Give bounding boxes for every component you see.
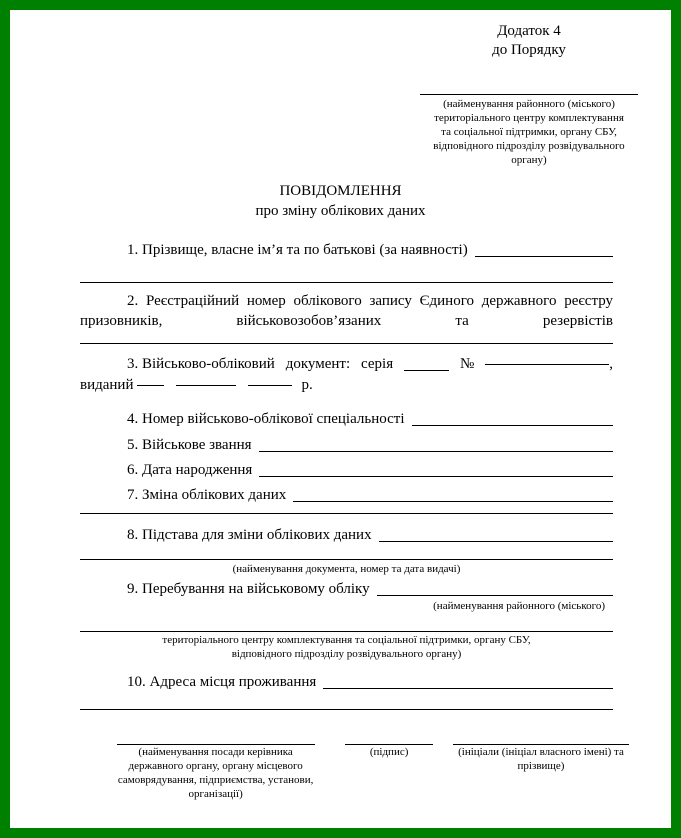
- item-5-label: 5. Військове звання: [127, 437, 252, 453]
- item-9-caption: (найменування районного (міського): [433, 600, 605, 612]
- item-3-word: 3. Військово-обліковий: [127, 356, 275, 372]
- item-8-blank-line[interactable]: [379, 541, 613, 542]
- item-3-issued-label: виданий: [80, 377, 134, 393]
- item-9-label: 9. Перебування на військовому обліку: [127, 581, 370, 597]
- signature-block: [90, 744, 629, 801]
- item-8-caption: (найменування документа, номер та дата видачі): [232, 563, 461, 575]
- item-3-number-group: [485, 354, 613, 374]
- item-10-blank-line[interactable]: [323, 688, 613, 689]
- signature-col-name: [453, 744, 629, 801]
- item-3-word: №: [459, 356, 475, 372]
- item-2-blank-line[interactable]: [80, 343, 613, 344]
- signature-col-signature: [343, 744, 435, 801]
- item-3-year-suffix: р.: [301, 377, 313, 393]
- item-8-label: 8. Підстава для зміни облікових даних: [127, 527, 372, 543]
- item-3-series-blank[interactable]: [404, 370, 449, 371]
- item-2-word: військовозобов’язаних: [236, 313, 382, 329]
- item-2-word: резервістів: [542, 313, 613, 329]
- item-7-label: 7. Зміна облікових даних: [127, 487, 287, 503]
- signature-official-caption-line: (найменування посади керівника: [138, 746, 293, 758]
- item-6: [80, 461, 613, 480]
- item-5: [80, 436, 613, 455]
- item-5-blank-line[interactable]: [259, 451, 613, 452]
- signature-name-caption-line: (ініціали (ініціал власного імені) та: [458, 746, 624, 758]
- signature-sign-caption: (підпис): [369, 746, 409, 758]
- annex-header: [393, 22, 665, 60]
- recipient-caption-line: та соціальної підтримки, органу СБУ,: [441, 126, 617, 138]
- recipient-blank-line[interactable]: [420, 94, 638, 95]
- item-3-comma: ,: [609, 356, 613, 372]
- doc-subtitle: про зміну облікових даних: [255, 203, 426, 219]
- doc-title: ПОВІДОМЛЕННЯ: [279, 183, 402, 199]
- item-1: [80, 241, 613, 260]
- item-4-label: 4. Номер військово-облікової спеціальності: [127, 411, 405, 427]
- item-8-continuation-line[interactable]: [80, 559, 613, 560]
- item-6-label: 6. Дата народження: [127, 462, 253, 478]
- item-3-year-blank[interactable]: [248, 385, 292, 386]
- recipient-block: [393, 94, 665, 167]
- title-block: [10, 181, 671, 221]
- annex-line-1: Додаток 4: [497, 23, 561, 39]
- recipient-caption-line: (найменування районного (міського): [443, 98, 615, 110]
- item-3-line-1: [80, 354, 613, 374]
- item-4-blank-line[interactable]: [412, 425, 614, 426]
- item-1-blank-line[interactable]: [475, 256, 613, 257]
- item-3-word: серія: [361, 356, 394, 372]
- item-9-continuation-line[interactable]: [80, 631, 613, 632]
- recipient-caption-line: відповідного підрозділу розвідувального: [433, 140, 625, 152]
- signature-official-caption-line: організації): [188, 788, 243, 800]
- item-9-blank-line[interactable]: [377, 595, 613, 596]
- item-10: [80, 673, 613, 692]
- item-7: [80, 486, 613, 505]
- item-2-word: та: [455, 313, 469, 329]
- recipient-caption-line: органу): [511, 154, 547, 166]
- form-body: [10, 241, 671, 801]
- item-2-word: призовників,: [80, 313, 163, 329]
- item-3-day-blank[interactable]: [137, 385, 164, 386]
- item-3-number-blank[interactable]: [485, 364, 609, 365]
- item-3-line-2: [80, 374, 613, 396]
- signature-col-official: [90, 744, 341, 801]
- item-9: [80, 580, 613, 599]
- item-3-month-blank[interactable]: [176, 385, 236, 386]
- annex-line-2: до Порядку: [492, 42, 566, 58]
- item-7-blank-line[interactable]: [293, 501, 613, 502]
- item-2-line-1: 2. Реєстраційний номер облікового запису Єдиного державного реєстру: [127, 293, 613, 309]
- item-1-label: 1. Прізвище, власне ім’я та по батькові (за наявності): [127, 242, 468, 258]
- recipient-caption-line: територіального центру комплектування: [434, 112, 624, 124]
- item-10-continuation-line[interactable]: [80, 709, 613, 710]
- item-4: [80, 410, 613, 429]
- item-9-caption-line: відповідного підрозділу розвідувального органу): [231, 648, 462, 660]
- item-2-line-2: [80, 311, 613, 331]
- item-7-continuation-line[interactable]: [80, 513, 613, 514]
- item-6-blank-line[interactable]: [259, 476, 613, 477]
- item-1-continuation-line[interactable]: [80, 282, 613, 283]
- item-8: [80, 526, 613, 545]
- signature-official-caption-line: самоврядування, підприємства, установи,: [117, 774, 314, 786]
- signature-official-caption-line: державного органу, органу місцевого: [128, 760, 303, 772]
- item-10-label: 10. Адреса місця проживання: [127, 674, 317, 690]
- signature-name-caption-line: прізвище): [517, 760, 565, 772]
- item-3-word: документ:: [285, 356, 351, 372]
- item-9-caption-line: територіального центру комплектування та соціальної підтримки, органу СБУ,: [162, 634, 531, 646]
